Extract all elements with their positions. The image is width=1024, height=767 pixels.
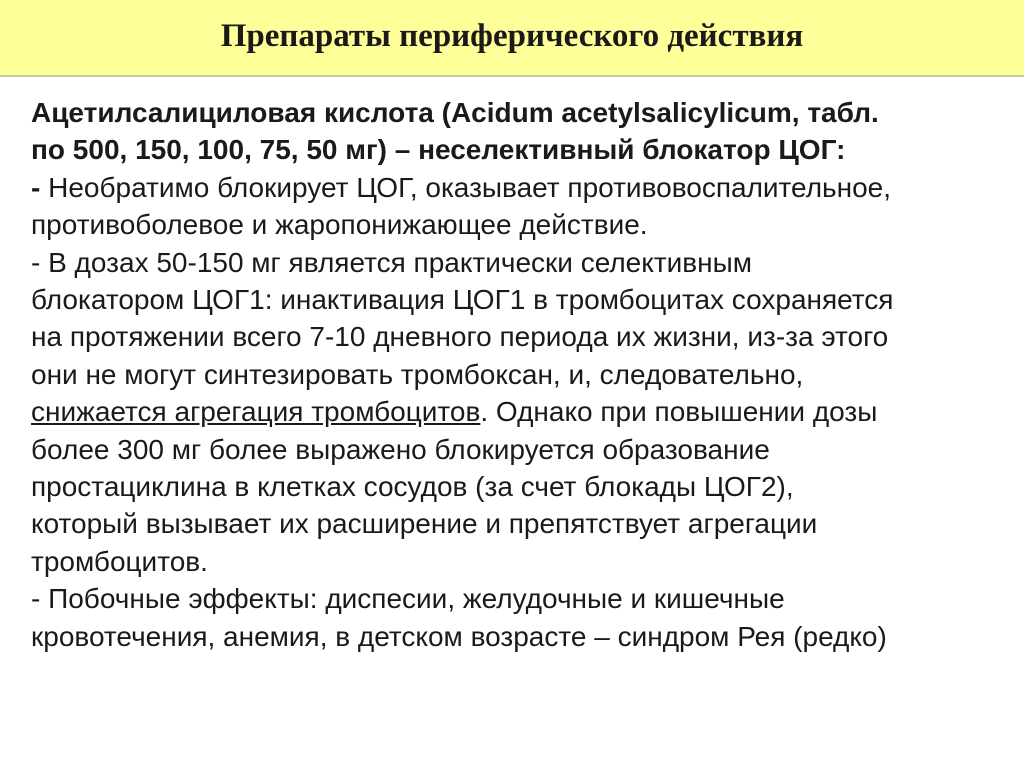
body-line-3 (31, 169, 1006, 206)
bullet-dash: - (31, 171, 49, 203)
body-text-15: кровотечения, анемия, в детском возрасте – синдром Рея (редко) (31, 620, 887, 652)
body-line-6 (31, 281, 1006, 318)
underlined-phrase: снижается агрегация тромбоцитов (31, 396, 481, 428)
drug-heading-line-2 (31, 131, 1006, 168)
body-line-5 (31, 244, 1006, 281)
body-line-11 (31, 468, 1006, 505)
body-line-14 (31, 580, 1006, 617)
body-line-13 (31, 543, 1006, 580)
body-line-12 (31, 505, 1006, 542)
slide-body (31, 94, 1006, 655)
body-text-11: простациклина в клетках сосудов (за счет блокады ЦОГ2), (31, 471, 794, 503)
drug-heading-text-1: Ацетилсалициловая кислота (Acidum acetylsalicylicum, табл. (31, 97, 879, 128)
body-text-12: который вызывает их расширение и препятствует агрегации (31, 508, 818, 540)
title-bar (0, 0, 1024, 77)
drug-heading-line-1 (31, 94, 1006, 131)
body-text-14: - Побочные эффекты: диспесии, желудочные и кишечные (31, 583, 785, 615)
body-line-8 (31, 356, 1006, 393)
body-line-4 (31, 206, 1006, 243)
body-text-6: блокатором ЦОГ1: инактивация ЦОГ1 в тромбоцитах сохраняется (31, 284, 894, 316)
body-text-10: более 300 мг более выражено блокируется образование (31, 433, 770, 465)
body-line-15 (31, 618, 1006, 655)
drug-heading-text-2: по 500, 150, 100, 75, 50 мг) – неселективный блокатор ЦОГ: (31, 134, 846, 166)
body-text-5: - В дозах 50-150 мг является практически селективным (31, 246, 752, 278)
body-text-13: тромбоцитов. (31, 545, 208, 577)
body-text-7: на протяжении всего 7-10 дневного периода их жизни, из-за этого (31, 321, 889, 353)
body-text-3: Необратимо блокирует ЦОГ, оказывает противовоспалительное, (48, 171, 892, 203)
slide-title: Препараты периферического действия (220, 18, 804, 54)
body-text-9: . Однако при повышении дозы (480, 396, 878, 428)
body-line-9 (31, 393, 1006, 430)
body-line-10 (31, 431, 1006, 468)
body-line-7 (31, 318, 1006, 355)
body-text-8: они не могут синтезировать тромбоксан, и, следовательно, (31, 358, 804, 390)
body-text-4: противоболевое и жаропонижающее действие. (31, 209, 648, 241)
